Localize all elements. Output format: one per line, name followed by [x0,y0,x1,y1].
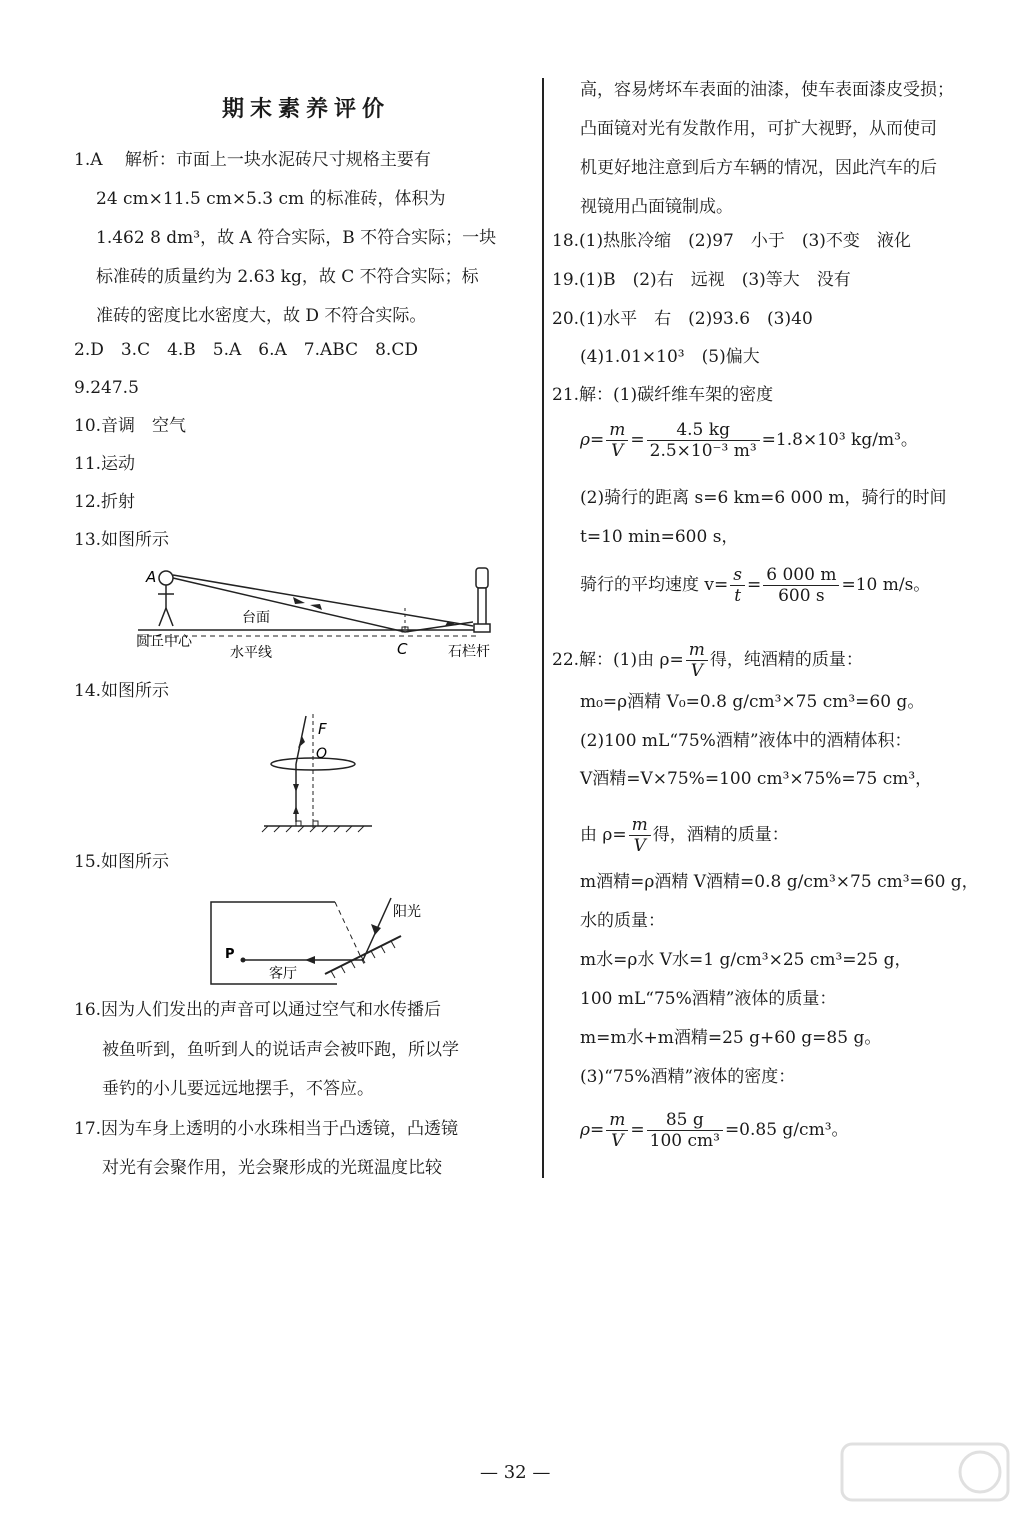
q22-head-pre: 22.解：(1)由 ρ= [552,650,684,670]
q22-line-4 [580,815,789,856]
q1-line-1: 1.A 解析：市面上一块水泥砖尺寸规格主要有 [74,150,431,170]
page-title: 期末素养评价 [222,96,391,122]
q16-line-1: 16.因为人们发出的声音可以通过空气和水传播后 [74,1000,442,1020]
q14-answer: 14.如图所示 [74,681,170,701]
q21-heading: 21.解：(1)碳纤维车架的密度 [552,385,774,405]
q21-f1-lhs: ρ= [580,430,605,450]
q1-line-2: 24 cm×11.5 cm×5.3 cm 的标准砖，体积为 [96,189,446,209]
q1-line-5: 准砖的密度比水密度大，故 D 不符合实际。 [96,306,427,326]
q22-head-post: 得，纯酒精的质量： [709,650,863,670]
q10-answer: 10.音调 空气 [74,416,187,436]
q21-f2-den-1: t [734,586,742,606]
q21-f2-pre: 骑行的平均速度 v= [580,575,729,595]
page-number: — 32 — [480,1462,551,1483]
q20-answer-line-2: (4)1.01×10³ (5)偏大 [580,347,760,367]
q22-f-num-1: m [606,1110,628,1131]
q22-line-6: 水的质量： [580,911,665,931]
q21-f1-rhs: =1.8×10³ kg/m³。 [761,430,918,450]
fig13-label-horizontal: 水平线 [230,645,272,661]
q22-line-5: m酒精=ρ酒精 V酒精=0.8 g/cm³×75 cm³=60 g， [580,872,979,892]
q17-line-2: 对光有会聚作用，光会聚形成的光斑温度比较 [102,1158,442,1178]
q22-f-den-1: V [611,1131,624,1151]
q21-f1-fraction-value [647,420,760,461]
q22-line-7: m水=ρ水 V水=1 g/cm³×25 cm³=25 g， [580,950,912,970]
q17-cont-line-4: 视镜用凸面镜制成。 [580,197,733,217]
q22-head-fraction [686,640,708,681]
q20-answer-line-1: 20.(1)水平 右 (2)93.6 (3)40 [552,309,813,329]
q22-line-9: m=m水+m酒精=25 g+60 g=85 g。 [580,1028,882,1048]
fig13-label-c: C [397,640,408,658]
q11-answer: 11.运动 [74,454,136,474]
q22-f-rhs: =0.85 g/cm³。 [724,1120,849,1140]
q22-formula-density: ρ= $\frac{m}{V}$ = $\frac{85 g}{\text{100 cm³}}$ =0.85 g/cm³。 [580,1110,849,1151]
q12-answer: 12.折射 [74,492,136,512]
q17-cont-line-3: 机更好地注意到后方车辆的情况，因此汽车的后 [580,158,937,178]
q21-f1-den-2: 2.5×10⁻³ m³ [649,441,757,461]
q21-f2-den-2: 600 s [778,586,825,606]
q22-line-3: V酒精=V×75%=100 cm³×75%=75 cm³， [580,769,933,789]
q21-f2-rhs: =10 m/s。 [841,575,931,595]
q22-line-1: m₀=ρ酒精 V₀=0.8 g/cm³×75 cm³=60 g。 [580,692,925,712]
q21-f2-num-1: s [730,565,745,586]
watermark-logo [840,1440,1010,1536]
figure-13-diagram [130,560,510,670]
q22-line-8: 100 mL“75%酒精”液体的质量： [580,989,837,1009]
q21-formula-density: ρ= $\frac{m}{V}$ = $\frac{4.5 kg}{\text{2.5×10⁻³ m³}}$ =1.8×10³ kg/m³。 [580,420,918,461]
q21-f1-fraction-symbol [606,420,628,461]
q2-8-answers: 2.D 3.C 4.B 5.A 6.A 7.ABC 8.CD [74,340,418,360]
column-divider [542,78,544,1178]
q21-f2-fraction-symbol [730,565,745,606]
q21-formula-speed: 骑行的平均速度 v= $\frac{s}{t}$ = $\frac{6 000 m}{600 s}$ =10 m/s。 [580,565,931,606]
q21-line-time: t=10 min=600 s， [580,527,739,547]
q21-f2-num-2: 6 000 m [763,565,839,586]
q22-f-fraction-value [647,1110,723,1151]
fig14-label-f: F [318,720,327,738]
q22-f-lhs: ρ= [580,1120,605,1140]
q22-l4-den: V [633,836,646,856]
q22-line-10: (3)“75%酒精”液体的密度： [580,1067,796,1087]
q1-line-3: 1.462 8 dm³，故 A 符合实际，B 不符合实际；一块 [96,228,497,248]
q17-cont-line-2: 凸面镜对光有发散作用，可扩大视野，从而使司 [580,119,937,139]
figure-14-diagram [258,710,388,835]
fig13-label-a: A [146,568,157,586]
q22-l4-pre: 由 ρ= [580,825,627,845]
q22-heading [552,640,863,681]
q21-f1-den-1: V [611,441,624,461]
q15-answer: 15.如图所示 [74,852,170,872]
fig13-label-railing: 石栏杆 [448,644,490,660]
fig13-label-table: 台面 [242,610,270,626]
q22-f-num-2: 85 g [647,1110,723,1131]
q17-cont-line-1: 高，容易烤坏车表面的油漆，使车表面漆皮受损； [580,80,954,100]
q16-line-3: 垂钓的小儿要远远地摆手，不答应。 [102,1079,374,1099]
q18-answer: 18.(1)热胀冷缩 (2)97 小于 (3)不变 液化 [552,231,911,251]
q21-line-distance: (2)骑行的距离 s=6 km=6 000 m，骑行的时间 [580,488,947,508]
fig15-label-p: P [225,947,235,962]
q13-answer: 13.如图所示 [74,530,170,550]
q22-head-num: m [686,640,708,661]
q22-l4-num: m [629,815,651,836]
q16-line-2: 被鱼听到，鱼听到人的说话声会被吓跑，所以学 [102,1040,459,1060]
q22-f-fraction-symbol [606,1110,628,1151]
fig14-label-o: O [316,746,328,762]
q22-f-den-2: 100 cm³ [649,1131,720,1151]
q21-f1-num-2: 4.5 kg [647,420,760,441]
q21-f1-num-1: m [606,420,628,441]
q22-head-den: V [690,661,703,681]
figure-15-diagram [205,880,435,990]
q22-l4-fraction [629,815,651,856]
q21-f2-fraction-value [763,565,839,606]
fig13-label-center: 圆丘中心 [136,634,192,650]
q19-answer: 19.(1)B (2)右 远视 (3)等大 没有 [552,270,851,290]
q1-line-4: 标准砖的质量约为 2.63 kg，故 C 不符合实际；标 [96,267,479,287]
q22-l4-post: 得，酒精的质量： [652,825,789,845]
q17-line-1: 17.因为车身上透明的小水珠相当于凸透镜，凸透镜 [74,1119,459,1139]
fig15-label-sunlight: 阳光 [393,904,421,920]
q22-line-2: (2)100 mL“75%酒精”液体中的酒精体积： [580,731,912,751]
fig15-label-livingroom: 客厅 [269,966,297,982]
q9-answer: 9.247.5 [74,378,139,398]
